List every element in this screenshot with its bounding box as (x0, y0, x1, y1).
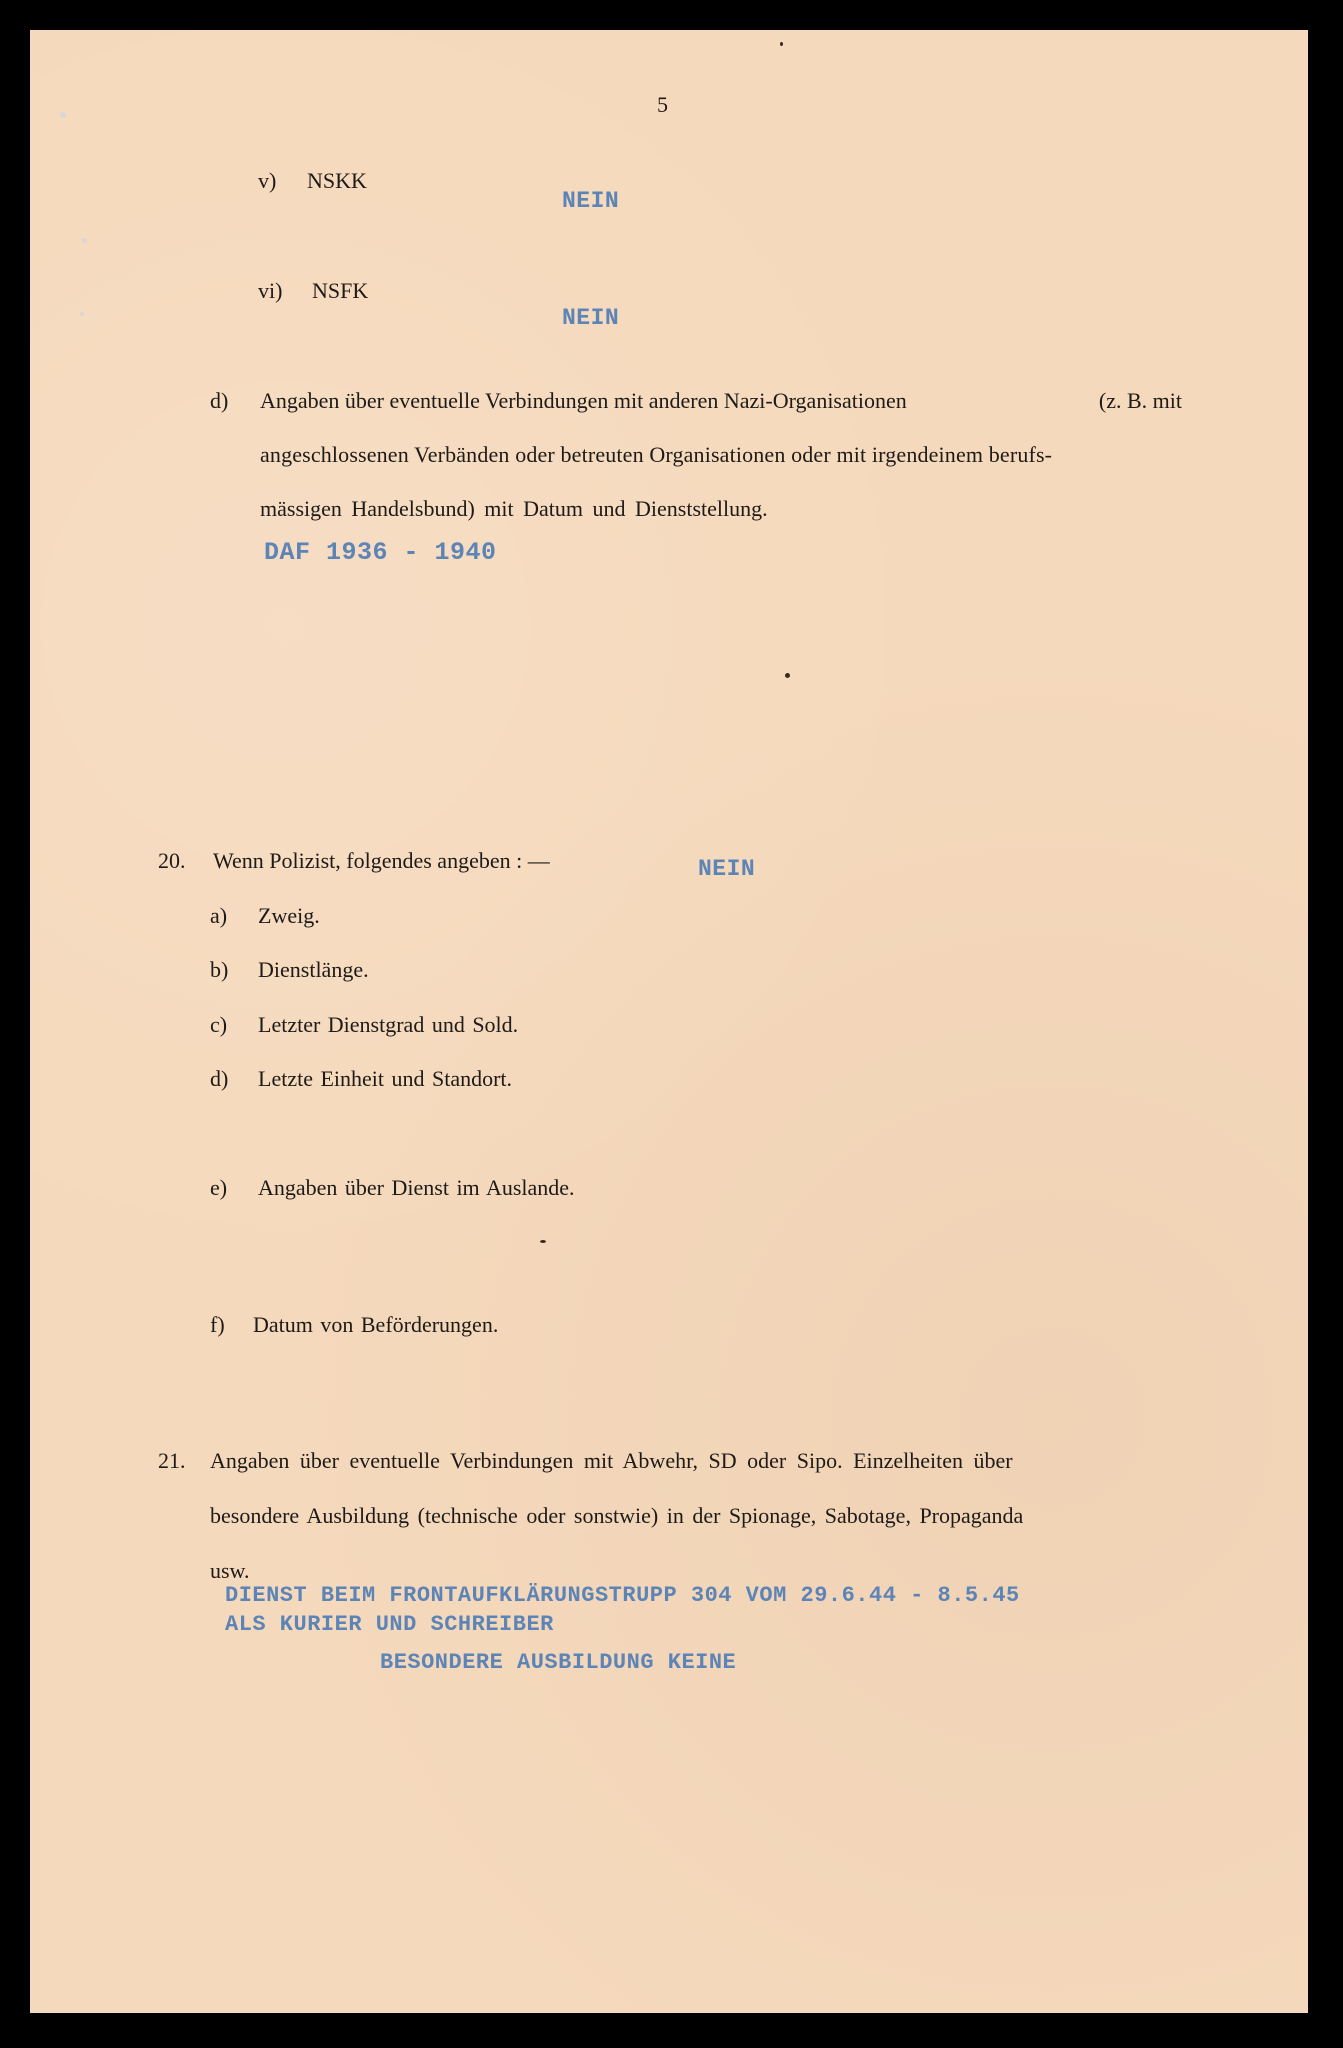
q21-answer-line1: DIENST BEIM FRONTAUFKLÄRUNGSTRUPP 304 VOM 29.6.44 - 8.5.45 (225, 1583, 1020, 1608)
q20-text: Wenn Polizist, folgendes angeben : — (213, 848, 550, 873)
document-page (30, 30, 1308, 2013)
item-vi-text: NSFK (312, 278, 369, 303)
item-v-text: NSKK (307, 168, 367, 193)
item-d-line2: angeschlossenen Verbänden oder betreuten Organisationen oder mit irgendeinem berufs- (260, 442, 1053, 467)
item-d-label: d) (210, 388, 229, 413)
q20-e-text: Angaben über Dienst im Auslande. (258, 1175, 575, 1200)
item-d-line1-end: (z. B. mit (1098, 388, 1182, 413)
item-vi-answer: NEIN (562, 305, 620, 331)
q20-e-label: e) (210, 1175, 228, 1200)
item-vi-label: vi) (258, 278, 283, 303)
q20-c-label: c) (210, 1012, 228, 1037)
q20-c-text: Letzter Dienstgrad und Sold. (258, 1012, 519, 1037)
q21-number: 21. (158, 1448, 186, 1473)
paper-speck (785, 673, 790, 678)
margin-speck (60, 112, 66, 118)
item-v-label: v) (258, 168, 277, 193)
page-number: 5 (657, 92, 668, 117)
q20-answer: NEIN (698, 856, 756, 882)
item-d-line1-main: Angaben über eventuelle Verbindungen mit anderen Nazi-Organisationen (260, 388, 907, 413)
q20-d-text: Letzte Einheit und Standort. (258, 1066, 513, 1091)
item-v-answer: NEIN (562, 188, 620, 214)
q20-b-label: b) (210, 957, 229, 982)
q20-d-label: d) (210, 1066, 229, 1091)
item-d-line1 (260, 388, 1182, 414)
q20-a-label: a) (210, 903, 228, 928)
q20-f-label: f) (210, 1312, 225, 1337)
paper-speck (540, 1240, 546, 1243)
item-d-line3: mässigen Handelsbund) mit Datum und Dienststellung. (260, 496, 768, 521)
q20-number: 20. (158, 848, 186, 873)
q21-line3: usw. (210, 1558, 250, 1583)
q21-line2: besondere Ausbildung (technische oder sonstwie) in der Spionage, Sabotage, Propaganda (210, 1503, 1024, 1528)
paper-speck (780, 42, 783, 46)
q20-b-text: Dienstlänge. (258, 957, 369, 982)
q21-line1: Angaben über eventuelle Verbindungen mit Abwehr, SD oder Sipo. Einzelheiten über (210, 1448, 1013, 1473)
q21-answer-line3: BESONDERE AUSBILDUNG KEINE (380, 1650, 737, 1675)
item-d-answer: DAF 1936 - 1940 (264, 538, 497, 567)
margin-speck (80, 312, 84, 316)
q21-answer-line2: ALS KURIER UND SCHREIBER (225, 1612, 554, 1637)
margin-speck (82, 238, 87, 243)
q20-f-text: Datum von Beförderungen. (253, 1312, 499, 1337)
q20-a-text: Zweig. (258, 903, 320, 928)
